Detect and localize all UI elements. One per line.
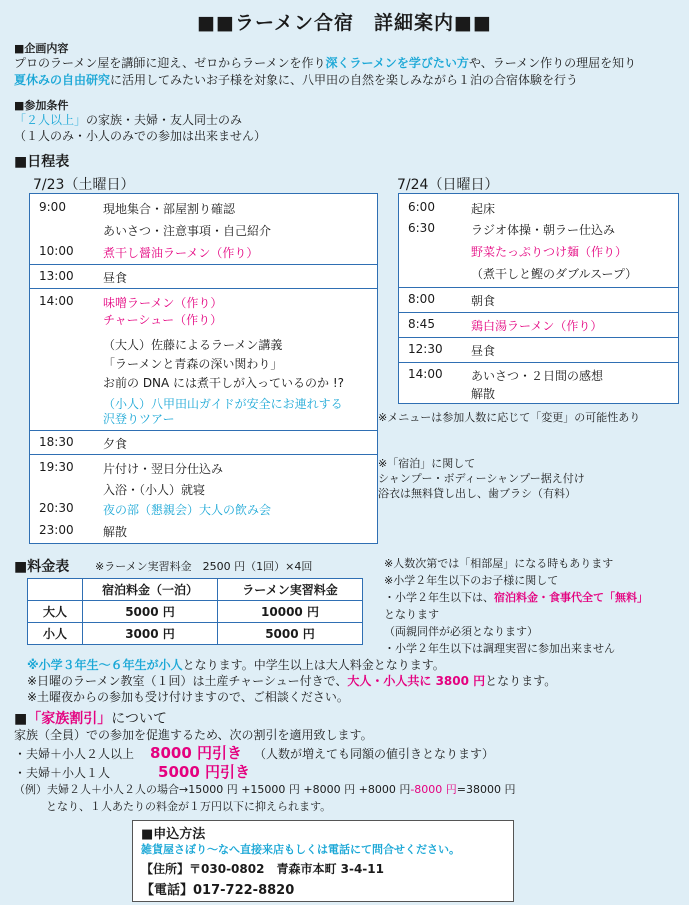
plan-text: プロのラーメン屋を講師に迎え、ゼロからラーメンを作り: [14, 56, 326, 70]
time: 23:00: [39, 523, 74, 537]
fee-text: ※日曜のラーメン教室（１回）は土産チャーシュー付きで、: [27, 674, 348, 688]
time: 6:30: [408, 221, 435, 235]
activity: 夜の部（懇親会）大人の飲み会: [103, 503, 272, 517]
activity: お前の DNA には煮干しが入っているのか !?: [103, 376, 345, 390]
fee-side-note: （両親同伴が必須となります）: [384, 625, 538, 638]
discount-example-2: となり、１人あたりの料金が１万円以下に抑えられます。: [46, 800, 332, 813]
discount-text: ・夫婦＋小人２人以上: [14, 747, 135, 761]
plan-text: に活用してみたいお子様を対象に、八甲田の自然を楽しみながら１泊の合宿体験を行う: [110, 73, 579, 87]
discount-text: =38000 円: [456, 783, 516, 796]
table-row: [28, 623, 363, 645]
discount-amount: 8000 円引き: [150, 744, 242, 762]
table-cell: 5000 円: [83, 601, 218, 623]
activity: 煮干し醤油ラーメン（作り）: [103, 246, 259, 260]
activity: 昼食: [103, 271, 128, 285]
schedule-block: [30, 289, 377, 431]
row-label: 小人: [28, 623, 83, 645]
fee-side-text: ・小学２年生以下は、: [384, 591, 494, 604]
discount-line-1: [14, 745, 494, 762]
discount-text: について: [111, 711, 167, 727]
apply-line: 雑貨屋さぼり～なへ直接来店もしくは電話にて問合せください。: [141, 843, 460, 856]
fee-note-2: [27, 673, 556, 689]
discount-text: （例）夫婦２人＋小人２人の場合→15000 円 +15000 円 +8000 円 +8000 円: [14, 783, 411, 796]
activity: 片付け・翌日分仕込み: [103, 462, 224, 476]
cond-highlight: 「２人以上」: [14, 113, 87, 127]
apply-phone: [141, 879, 294, 898]
table-cell: 5000 円: [218, 623, 363, 645]
fee-highlight: ※小学３年生～６年生が小人: [27, 658, 183, 672]
fee-highlight: 大人・小人共に 3800 円: [347, 674, 486, 688]
fees-sub: ※ラーメン実習料金 2500 円（1回）×4回: [95, 560, 313, 573]
schedule-block: [399, 338, 678, 363]
stay-note-1: ※「宿泊」に関して: [378, 457, 476, 470]
schedule-block: [30, 431, 377, 455]
activity: （小人）八甲田山ガイドが安全にお連れする: [103, 397, 343, 411]
menu-note: ※メニューは参加人数に応じて「変更」の可能性あり: [378, 411, 641, 424]
schedule-block: [399, 194, 678, 288]
apply-address: [141, 860, 384, 877]
time: 6:00: [408, 200, 435, 214]
discount-amount: 5000 円引き: [158, 763, 250, 781]
activity: 入浴・（小人）就寝: [103, 483, 206, 497]
row-label: 大人: [28, 601, 83, 623]
plan-highlight: 深くラーメンを学びたい方: [325, 56, 469, 70]
activity: 「ラーメンと青森の深い関わり」: [103, 357, 283, 371]
plan-heading: ■企画内容: [14, 42, 69, 55]
discount-text: ・夫婦＋小人１人: [14, 766, 111, 780]
time: 10:00: [39, 244, 74, 258]
schedule-block: [30, 455, 377, 543]
activity: 昼食: [471, 344, 496, 358]
fee-text: となります。中学生以上は大人料金となります。: [182, 658, 445, 672]
discount-heading: [14, 708, 167, 728]
cond-line-2: （１人のみ・小人のみでの参加は出来ません）: [14, 129, 267, 143]
table-row: [28, 601, 363, 623]
activity: 夕食: [103, 437, 128, 451]
apply-box: [132, 820, 514, 902]
activity: 解散: [471, 387, 496, 401]
fee-side-note: ・小学２年生以下は調理実習に参加出来ません: [384, 642, 615, 655]
day2-date: 7/24（日曜日）: [397, 177, 499, 193]
activity: 沢登りツアー: [103, 412, 175, 426]
time: 12:30: [408, 342, 443, 356]
schedule-block: [30, 194, 377, 265]
fee-side-note: ※小学２年生以下のお子様に関して: [384, 574, 559, 587]
activity: あいさつ・２日間の感想: [471, 369, 604, 383]
discount-text: （人数が増えても同額の値引きとなります）: [254, 747, 495, 761]
phone-value: 017-722-8820: [193, 883, 295, 898]
day1-date: 7/23（土曜日）: [33, 177, 135, 193]
table-cell: 10000 円: [218, 601, 363, 623]
time: 8:00: [408, 292, 435, 306]
schedule-block: [399, 313, 678, 338]
activity: 味噌ラーメン（作り）: [103, 296, 223, 310]
discount-mark: ■: [14, 711, 28, 727]
discount-minus: -8000 円: [410, 783, 457, 796]
activity: 朝食: [471, 294, 496, 308]
stay-note-2: シャンプー・ボディーシャンプー据え付け: [378, 472, 585, 485]
schedule-block: [399, 363, 678, 403]
apply-heading: ■申込方法: [141, 827, 206, 842]
activity: 現地集合・部屋割り確認: [103, 202, 236, 216]
time: 8:45: [408, 317, 435, 331]
plan-highlight: 夏休みの自由研究: [14, 73, 111, 87]
fees-heading: ■料金表: [14, 559, 70, 575]
plan-line-2: [14, 72, 578, 88]
phone-label: 【電話】: [141, 883, 194, 898]
activity: （大人）佐藤によるラーメン講義: [103, 338, 283, 352]
cond-text: の家族・夫婦・友人同士のみ: [86, 113, 243, 127]
activity: チャーシュー（作り）: [103, 313, 223, 327]
schedule-heading: ■日程表: [14, 154, 70, 170]
discount-title: 「家族割引」: [27, 711, 112, 727]
time: 14:00: [39, 294, 74, 308]
price-table: [27, 578, 363, 645]
activity: 野菜たっぷりつけ麺（作り）: [471, 245, 628, 259]
fee-note-3: ※土曜夜からの参加も受け付けますので、ご相談ください。: [27, 690, 349, 704]
fee-side-note: ※人数次第では「相部屋」になる時もあります: [384, 557, 614, 570]
time: 9:00: [39, 200, 66, 214]
discount-example: [14, 782, 516, 797]
activity: 鶏白湯ラーメン（作り）: [471, 319, 603, 333]
plan-line-1: [14, 55, 636, 71]
fee-note-1: [27, 657, 445, 673]
activity: ラジオ体操・朝ラー仕込み: [471, 223, 616, 237]
schedule-block: [30, 265, 377, 289]
time: 14:00: [408, 367, 443, 381]
time: 13:00: [39, 269, 74, 283]
schedule-block: [399, 288, 678, 313]
column-header: 宿泊料金（一泊）: [83, 579, 218, 601]
cond-line-1: [14, 112, 242, 128]
fee-side-note: となります: [384, 608, 439, 621]
plan-text: や、ラーメン作りの理屈を知り: [468, 56, 637, 70]
table-cell: 3000 円: [83, 623, 218, 645]
discount-line-2: [14, 764, 250, 781]
activity: あいさつ・注意事項・自己紹介: [103, 224, 272, 238]
fee-side-note: [384, 590, 648, 605]
table-header-row: [28, 579, 363, 601]
column-header: ラーメン実習料金: [218, 579, 363, 601]
cond-heading: ■参加条件: [14, 99, 69, 112]
address-label: 【住所】: [141, 862, 190, 876]
time: 18:30: [39, 435, 74, 449]
address-value: 〒030-0802 青森市本町 3-4-11: [189, 862, 384, 876]
table-corner: [28, 579, 83, 601]
day2-schedule: [398, 193, 679, 404]
stay-note-3: 浴衣は無料貸し出し、歯ブラシ（有料）: [378, 487, 576, 500]
activity: 解散: [103, 525, 128, 539]
free-highlight: 宿泊料金・食事代全て「無料」: [494, 591, 648, 604]
fee-text: となります。: [485, 674, 557, 688]
activity: （煮干しと鰹のダブルスープ）: [471, 267, 638, 281]
discount-intro: 家族（全員）での参加を促進するため、次の割引を適用致します。: [14, 728, 373, 742]
activity: 起床: [471, 202, 496, 216]
time: 19:30: [39, 460, 74, 474]
day1-schedule: [29, 193, 378, 544]
time: 20:30: [39, 501, 74, 515]
page-title: ■■ラーメン合宿 詳細案内■■: [197, 12, 492, 34]
